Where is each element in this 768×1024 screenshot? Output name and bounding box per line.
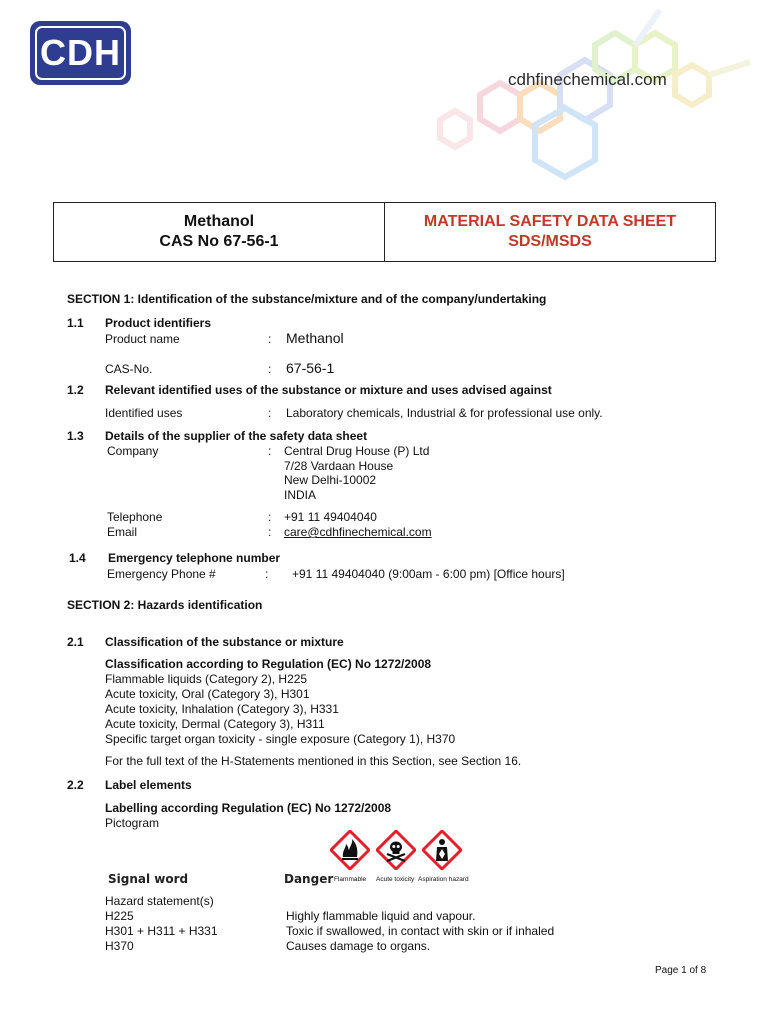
classification-item: Acute toxicity, Inhalation (Category 3), H331 (105, 702, 339, 716)
labelling-subtitle: Labelling according Regulation (EC) No 1272/2008 (105, 801, 392, 815)
pictogram-label-acute-toxicity: Acute toxicity (376, 876, 415, 883)
cas-title: CAS No 67-56-1 (159, 233, 279, 250)
s1-3-title: Details of the supplier of the safety data sheet (105, 429, 368, 443)
s2-1-title: Classification of the substance or mixture (105, 635, 344, 649)
s1-1-title: Product identifiers (105, 316, 212, 330)
sheet-title (385, 212, 715, 252)
classification-item: Flammable liquids (Category 2), H225 (105, 672, 308, 686)
cas-label: CAS-No. (105, 362, 153, 376)
pictogram-label-aspiration: Aspiration hazard (418, 876, 469, 883)
hazard-text: Toxic if swallowed, in contact with skin or if inhaled (286, 924, 555, 938)
signal-word-value: Danger (284, 872, 334, 886)
classification-item: Specific target organ toxicity - single exposure (Category 1), H370 (105, 732, 456, 746)
h-statements-note: For the full text of the H-Statements mentioned in this Section, see Section 16. (105, 754, 522, 768)
s2-1-num: 2.1 (67, 635, 84, 649)
hazard-code: H301 + H311 + H331 (105, 924, 218, 938)
identified-uses-label: Identified uses (105, 406, 183, 420)
hazard-code: H370 (105, 939, 134, 953)
s1-1-num: 1.1 (67, 316, 84, 330)
s1-3-num: 1.3 (67, 429, 84, 443)
product-name-value: Methanol (286, 330, 344, 346)
company-line: Central Drug House (P) Ltd (284, 444, 430, 458)
product-title (54, 212, 384, 252)
product-name-label: Product name (105, 332, 180, 346)
sheet-title-sub: SDS/MSDS (508, 233, 592, 250)
colon: : (268, 362, 272, 376)
colon: : (268, 406, 272, 420)
company-address (284, 444, 429, 502)
emergency-phone-value: +91 11 49404040 (9:00am - 6:00 pm) [Office hours] (292, 567, 565, 581)
colon: : (265, 567, 269, 581)
flame-icon (330, 830, 370, 870)
pictogram-label-flammable: Flammable (334, 876, 367, 883)
s2-2-num: 2.2 (67, 778, 84, 792)
company-line: 7/28 Vardaan House (284, 458, 394, 473)
logo-text: CDH (35, 26, 126, 80)
emergency-phone-label: Emergency Phone # (107, 567, 216, 581)
colon: : (268, 510, 272, 524)
pictogram-label: Pictogram (105, 816, 160, 830)
s1-2-title: Relevant identified uses of the substance or mixture and uses advised against (105, 383, 552, 397)
classification-list (105, 672, 455, 747)
company-line: New Delhi-10002 (284, 473, 377, 487)
signal-word-label: Signal word (108, 872, 189, 886)
telephone-label: Telephone (107, 510, 163, 524)
company-line: INDIA (284, 487, 317, 502)
colon: : (268, 525, 272, 539)
classification-item: Acute toxicity, Dermal (Category 3), H311 (105, 717, 325, 731)
s1-4-num: 1.4 (69, 551, 86, 565)
title-box (53, 202, 716, 262)
website-text: cdhfinechemical.com (508, 70, 667, 89)
classification-subtitle: Classification according to Regulation (EC) No 1272/2008 (105, 657, 432, 671)
company-label: Company (107, 444, 159, 458)
colon: : (268, 332, 272, 346)
email-link[interactable]: care@cdhfinechemical.com (284, 525, 432, 539)
identified-uses-value: Laboratory chemicals, Industrial & for professional use only. (286, 406, 603, 420)
classification-item: Acute toxicity, Oral (Category 3), H301 (105, 687, 310, 701)
page-number: Page 1 of 8 (655, 965, 707, 976)
colon: : (268, 444, 272, 458)
sheet-title-main: MATERIAL SAFETY DATA SHEET (423, 213, 677, 230)
s1-2-num: 1.2 (67, 383, 84, 397)
telephone-value: +91 11 49404040 (284, 510, 377, 524)
cdh-logo (30, 21, 131, 85)
cas-value: 67-56-1 (286, 360, 335, 376)
email-label: Email (107, 525, 138, 539)
hazard-code: H225 (105, 909, 134, 923)
hazard-text: Causes damage to organs. (286, 939, 431, 953)
molecule-decoration (420, 0, 768, 190)
skull-crossbones-icon (376, 830, 416, 870)
s1-4-title: Emergency telephone number (108, 551, 281, 565)
section2-heading: SECTION 2: Hazards identification (67, 598, 263, 612)
section1-heading: SECTION 1: Identification of the substance/mixture and of the company/undertaking (67, 292, 547, 306)
s2-2-title: Label elements (105, 778, 192, 792)
product-name-title: Methanol (183, 213, 255, 230)
health-hazard-icon (422, 830, 462, 870)
hazard-text: Highly flammable liquid and vapour. (286, 909, 476, 923)
hazard-statements-label: Hazard statement(s) (105, 894, 214, 908)
